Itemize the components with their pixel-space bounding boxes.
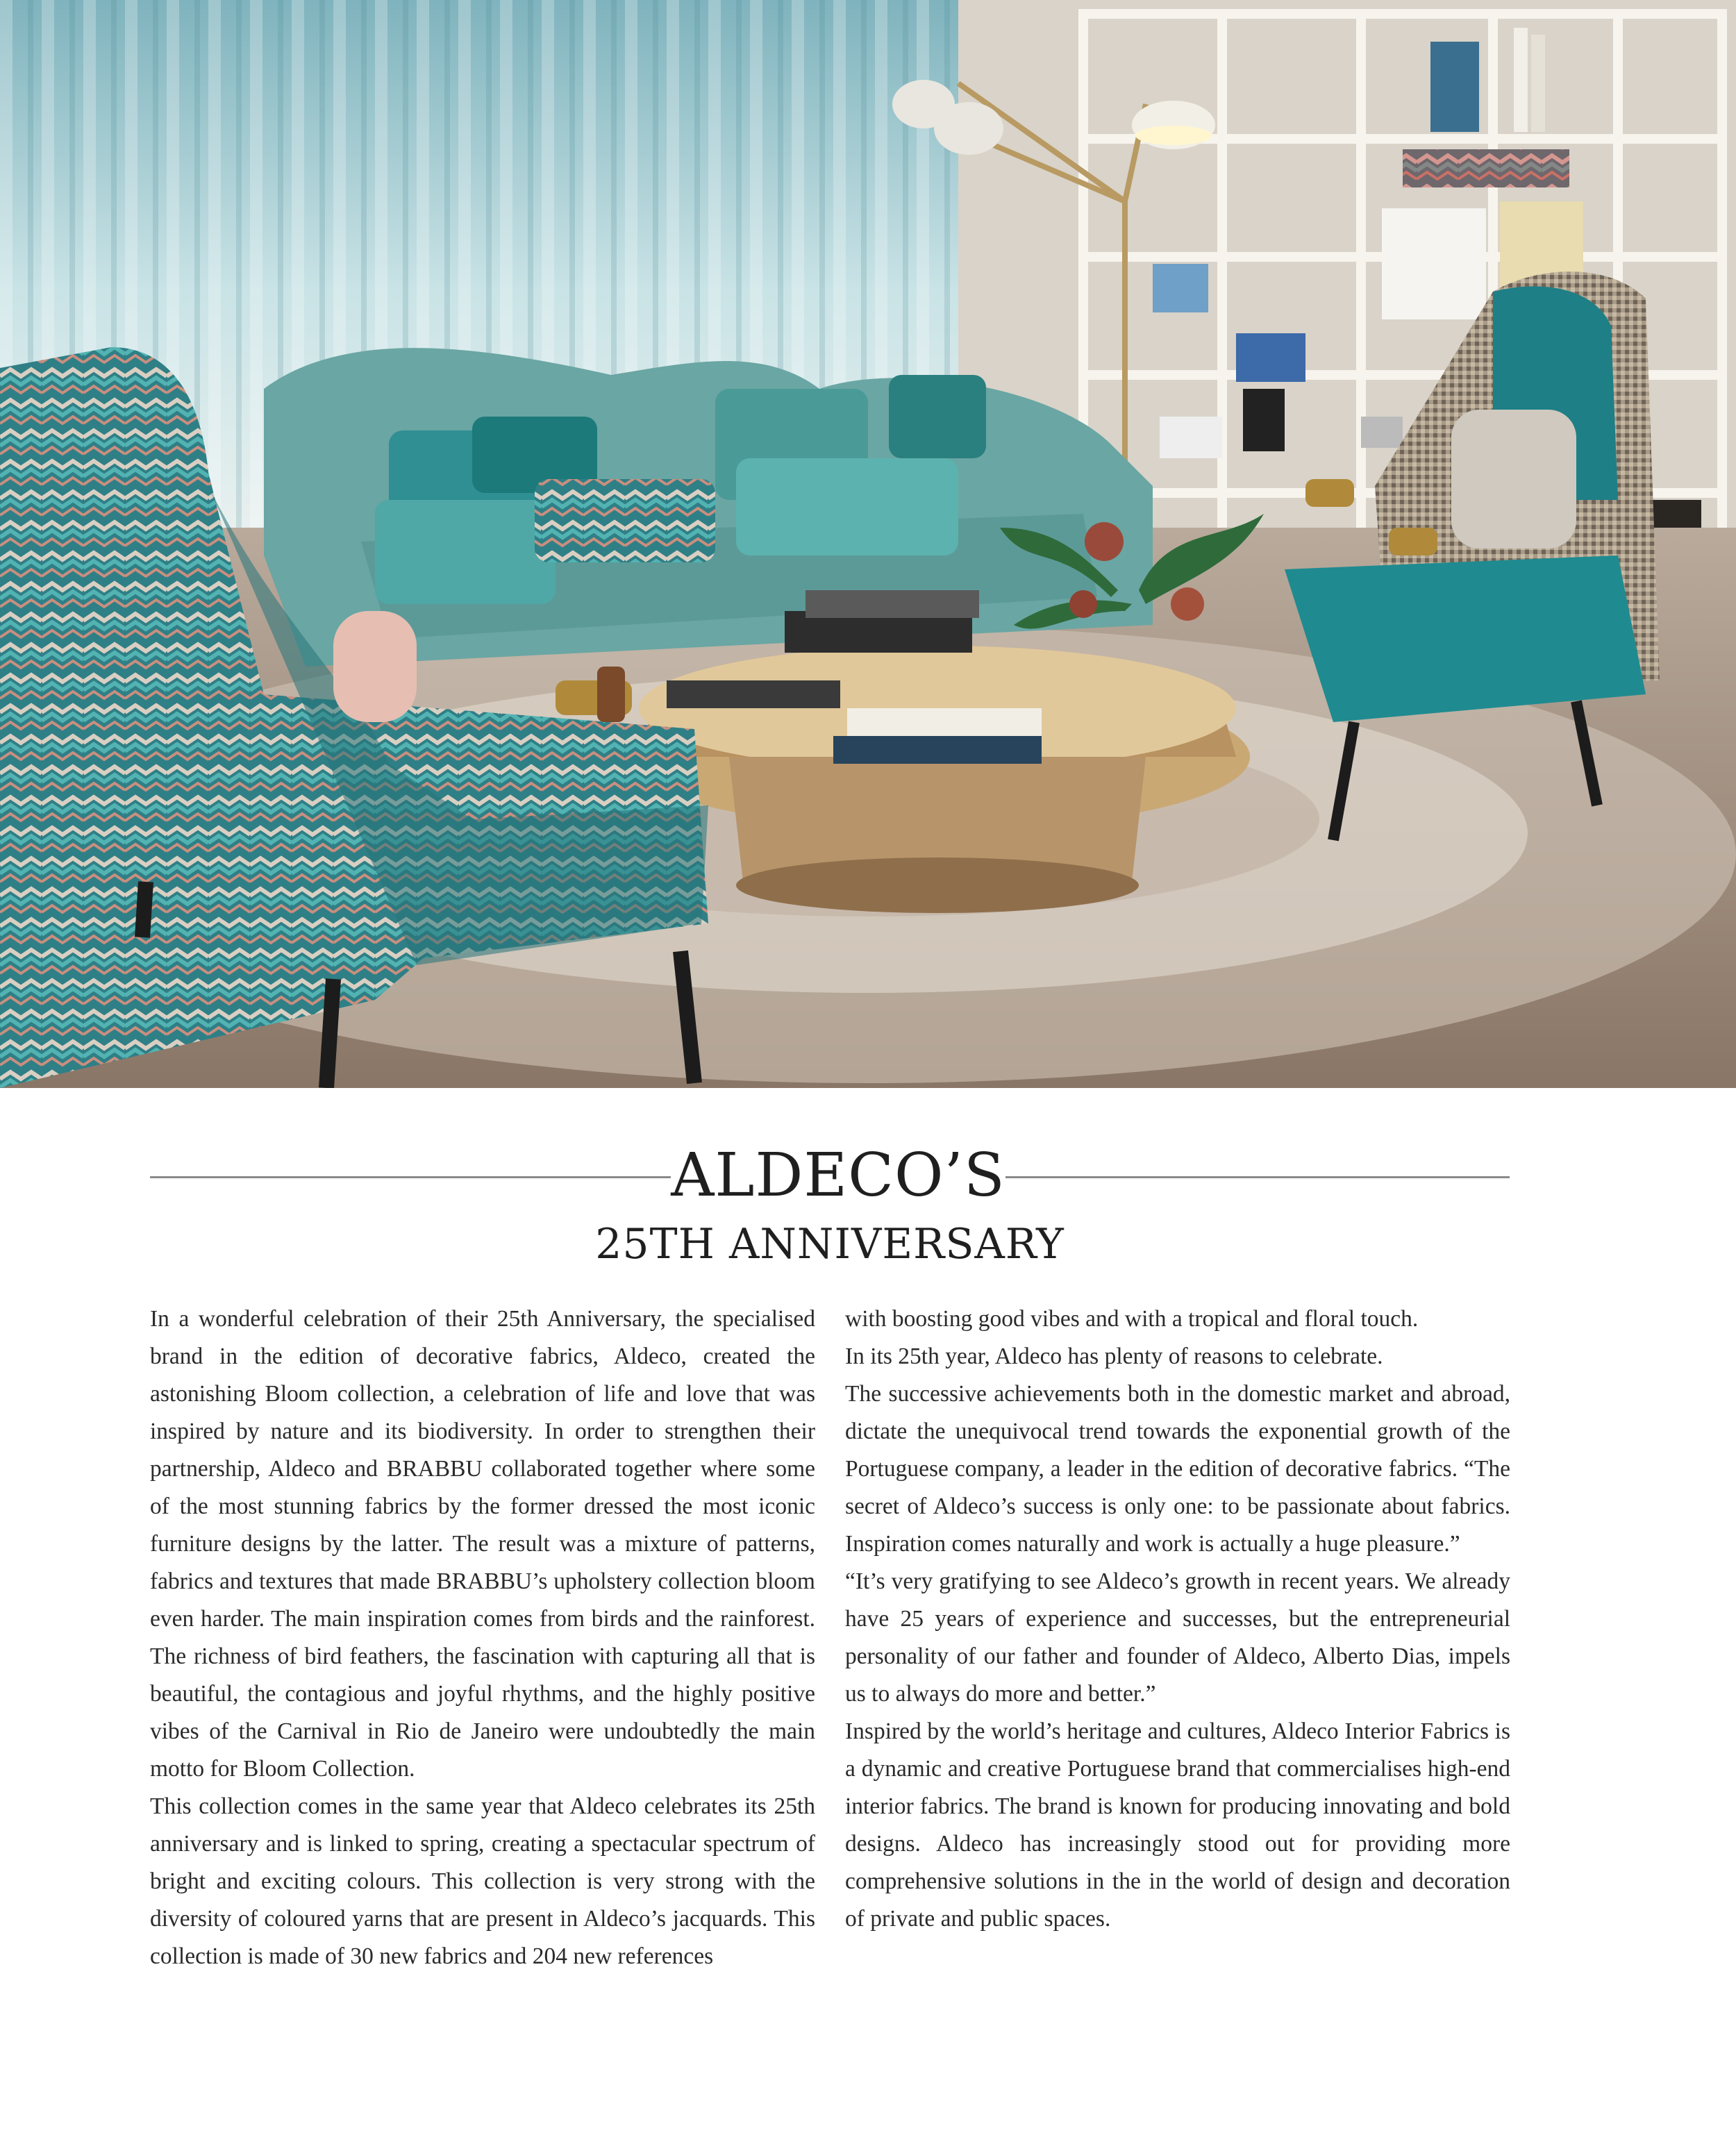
paragraph: Inspired by the world’s heritage and cultures, Aldeco Interior Fabrics is a dynamic and creative Portuguese brand that commercialises high-end interior fabrics. The brand is known for producing innovating and bold designs. Aldeco has increasingly stood out for providing more comprehensive solutions in the in the world of design and decoration of private and public spaces. [845, 1718, 1510, 1932]
body-column-left [150, 1300, 815, 1975]
article-subtitle: 25TH ANNIVERSARY [595, 1220, 1065, 1269]
paragraph: The successive achievements both in the domestic market and abroad, dictate the unequivocal trend towards the exponential growth of the Portuguese company, a leader in the edition of decorative fabrics. “The secret of Aldeco’s success is only one: to be passionate about fabrics. Inspiration comes naturally and work is actually a huge pleasure.” [845, 1381, 1510, 1557]
paragraph: In its 25th year, Aldeco has plenty of reasons to celebrate. [845, 1344, 1383, 1369]
article-heading [150, 1139, 1510, 1278]
article-title: ALDECO’S [671, 1141, 1005, 1210]
body-column-right [845, 1300, 1510, 1938]
paragraph: In a wonderful celebration of their 25th Anniversary, the specialised brand in the edition of decorative fabrics, Aldeco, created the astonishing Bloom collection, a celebration of life and love that was inspired by nature and its biodiversity. In order to strengthen their partnership, Aldeco and BRABBU collaborated together where some of the most stunning fabrics by the former dressed the most iconic furniture designs by the latter. The result was a mixture of patterns, fabrics and textures that made BRABBU’s upholstery collection bloom even harder. The main inspiration comes from birds and the rainforest. The richness of bird feathers, the fascination with capturing all that is beautiful, the contagious and joyful rhythms, and the highly positive vibes of the Carnival in Rio de Janeiro were undoubtedly the main motto for Bloom Collection. [150, 1306, 815, 1782]
title-rule-left [150, 1176, 671, 1178]
title-rule-right [1005, 1176, 1510, 1178]
paragraph: “It’s very gratifying to see Aldeco’s growth in recent years. We already have 25 years of experience and successes, but the entrepreneurial personality of our father and founder of Aldeco, Alberto Dias, impels us to always do more and better.” [845, 1568, 1510, 1707]
paragraph: with boosting good vibes and with a tropical and floral touch. [845, 1306, 1419, 1332]
paragraph: This collection comes in the same year that Aldeco celebrates its 25th anniversary and is linked to spring, creating a spectacular spectrum of bright and exciting colours. This collection is very strong with the diversity of coloured yarns that are present in Aldeco’s jacquards. This collection is made of 30 new fabrics and 204 new references [150, 1793, 815, 1969]
